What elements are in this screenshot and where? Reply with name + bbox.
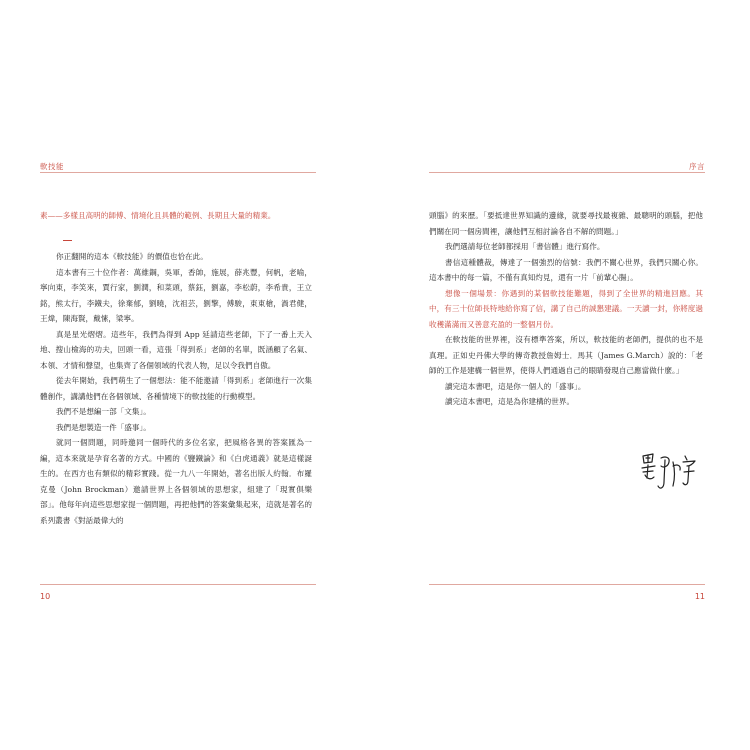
paragraph: 我們不是想編一部「文集」。 — [55, 407, 151, 416]
highlighted-paragraph: 想像一個場景：你遇到的某個軟技能難題，得到了全世界的精進回應。其中，有三十位師長特地給你寫了信，講了自己的誠懇建議。一天讀一封，你將度過收穫滿滿而又善意充盈的一整個月份。 — [429, 288, 703, 329]
footer-rule — [429, 584, 705, 585]
page-number: 11 — [694, 592, 705, 601]
paragraph: 讀完這本書吧，這是你一個人的「盛事」。 — [444, 381, 586, 391]
running-head: 軟技能 — [40, 162, 64, 171]
header-rule — [429, 172, 705, 173]
paragraph: 在軟技能的世界裡，沒有標準答案，所以，軟技能的老師們，提供的也不是真理。正如史丹佛大學的傳奇教授詹姆士．馬其（James G.March）說的：「老師的工作是建構一個世界，使得人們通過自己的眼睛發現自己應當做什麼。」 — [429, 335, 703, 375]
opening-quote: 素——多樣且高明的師傅、情境化且具體的範例、長期且大量的精業。 — [40, 211, 276, 220]
paragraph: 你正翻開的這本《軟技能》的價值也恰在此。 — [55, 252, 208, 261]
page-number: 10 — [40, 592, 51, 601]
paragraph: 我們選請每位老師都採用「書信體」進行寫作。 — [444, 242, 605, 251]
paragraph: 真是星光熠熠。這些年，我們為得到 App 延請這些老師，下了一番上天入地、搜山檢海的功夫，回頭一看，這張「得到系」老師的名單，既涵顧了名氣、本領、才情和聲望，也集齊了各個領域的代表人物，足以令我們自傲。 — [40, 329, 312, 370]
handwritten-signature — [637, 448, 707, 498]
paragraph: 書信這種體裁，傳達了一個強烈的信號：我們不關心世界，我們只關心你。這本書中的每一篇，不僅有真知灼見，還有一片「前輩心腸」。 — [429, 257, 703, 282]
paragraph: 這本書有三十位作者：萬維鋼，吳軍，香帥，施展，薛兆豐，何帆，老喻，寧向東，李笑來，賈行家，劉潤，和菜頭，蔡鈺，劉嘉，李松蔚，李希貴，王立銘，熊太行，李鐵夫，徐棄郁，劉曉，沈祖芸，劉擎，傅駿，東東槍，渦君健，王煒，陳海賢，戴愫，梁寧。 — [40, 267, 312, 323]
paragraph: 就同一個問題，同時邀同一個時代的多位名家，把風格各異的答案匯為一編，這本來就是孕育名著的方式。中國的《鹽鐵論》和《白虎通義》就是這樣誕生的。在西方也有類似的精彩實踐。從一九八一年開始，著名出版人約翰．布羅克曼（John Brockman）邀請世界上各個領域的思想家，組建了「現實俱樂部」。他每年向這些思想家提一個問題，再把他們的答案彙集起來，這就是著名的系列叢書《對話最偉大的 — [40, 438, 312, 525]
body-text — [40, 208, 312, 528]
paragraph: 頭腦》的來歷。「要抵達世界知識的邊緣，就要尋找最複雜、最聰明的頭腦，把他們關在同一個房間裡，讓他們互相討論各自不解的問題。」 — [429, 211, 703, 236]
footer-rule — [40, 584, 316, 585]
header-rule — [40, 172, 316, 173]
body-text — [429, 208, 703, 410]
running-head: 序言 — [689, 162, 705, 171]
section-mark — [40, 234, 312, 250]
signature-icon — [637, 448, 707, 498]
paragraph: 我們是想製造一件「盛事」。 — [55, 422, 151, 432]
paragraph: 從去年開始，我們萌生了一個想法：能不能邀請「得到系」老師進行一次集體創作，講講他們在各個領域、各種情境下的軟技能的行動模型。 — [40, 376, 312, 401]
right-page — [375, 0, 750, 750]
paragraph: 讀完這本書吧，這是為你建構的世界。 — [444, 397, 575, 406]
